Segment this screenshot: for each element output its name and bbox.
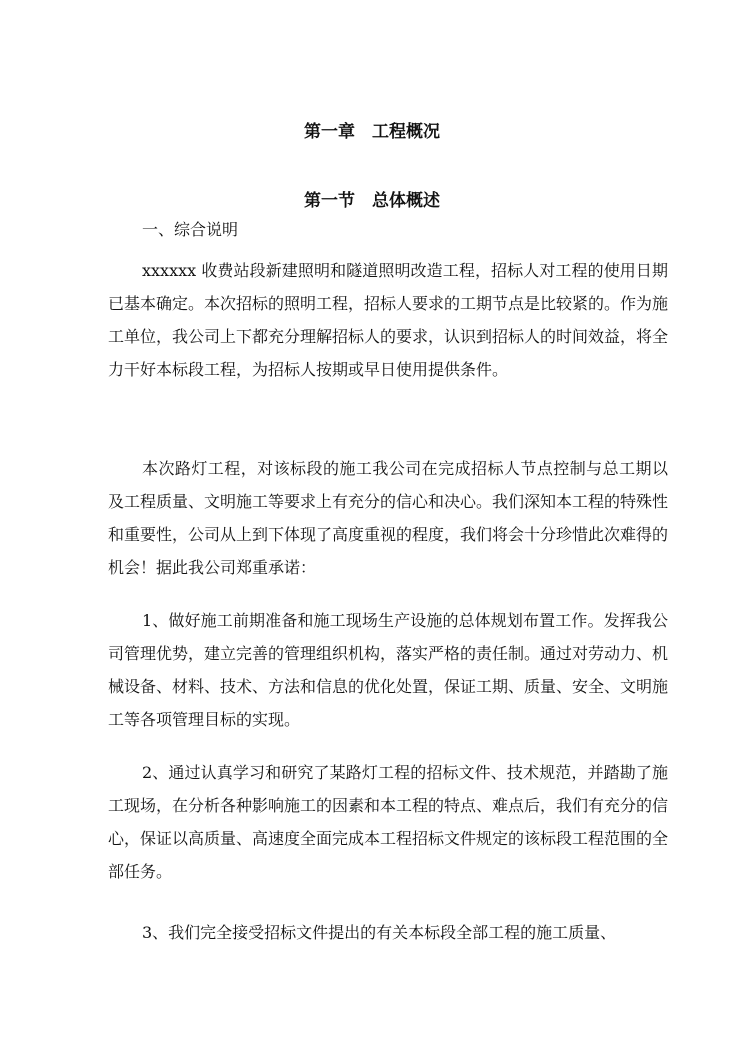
section-title: 第一节 总体概述 xyxy=(304,191,440,211)
paragraph-item-1: 1、做好施工前期准备和施工现场生产设施的总体规划布置工作。发挥我公司管理优势，建立完善的管理组织机构，落实严格的责任制。通过对劳动力、机械设备、材料、技术、方法和信息的优化处置，保证工期、质量、安全、文明施工等各项管理目标的实现。 xyxy=(108,611,669,729)
sub-heading: 一、综合说明 xyxy=(142,220,239,239)
paragraph-commitment: 本次路灯工程，对该标段的施工我公司在完成招标人节点控制与总工期以及工程质量、文明施工等要求上有充分的信心和决心。我们深知本工程的特殊性和重要性，公司从上到下体现了高度重视的程度，我们将会十分珍惜此次难得的机会！据此我公司郑重承诺： xyxy=(108,459,669,577)
chapter-title: 第一章 工程概况 xyxy=(304,122,440,142)
paragraph-item-3: 3、我们完全接受招标文件提出的有关本标段全部工程的施工质量、 xyxy=(142,923,617,942)
paragraph-intro: xxxxxx 收费站段新建照明和隧道照明改造工程，招标人对工程的使用日期已基本确定。本次招标的照明工程，招标人要求的工期节点是比较紧的。作为施工单位，我公司上下都充分理解招标人的要求，认识到招标人的时间效益，将全力干好本标段工程，为招标人按期或早日使用提供条件。 xyxy=(108,261,669,379)
paragraph-item-2: 2、通过认真学习和研究了某路灯工程的招标文件、技术规范，并踏勘了施工现场，在分析各种影响施工的因素和本工程的特点、难点后，我们有充分的信心，保证以高质量、高速度全面完成本工程招标文件规定的该标段工程范围的全部任务。 xyxy=(108,763,669,881)
